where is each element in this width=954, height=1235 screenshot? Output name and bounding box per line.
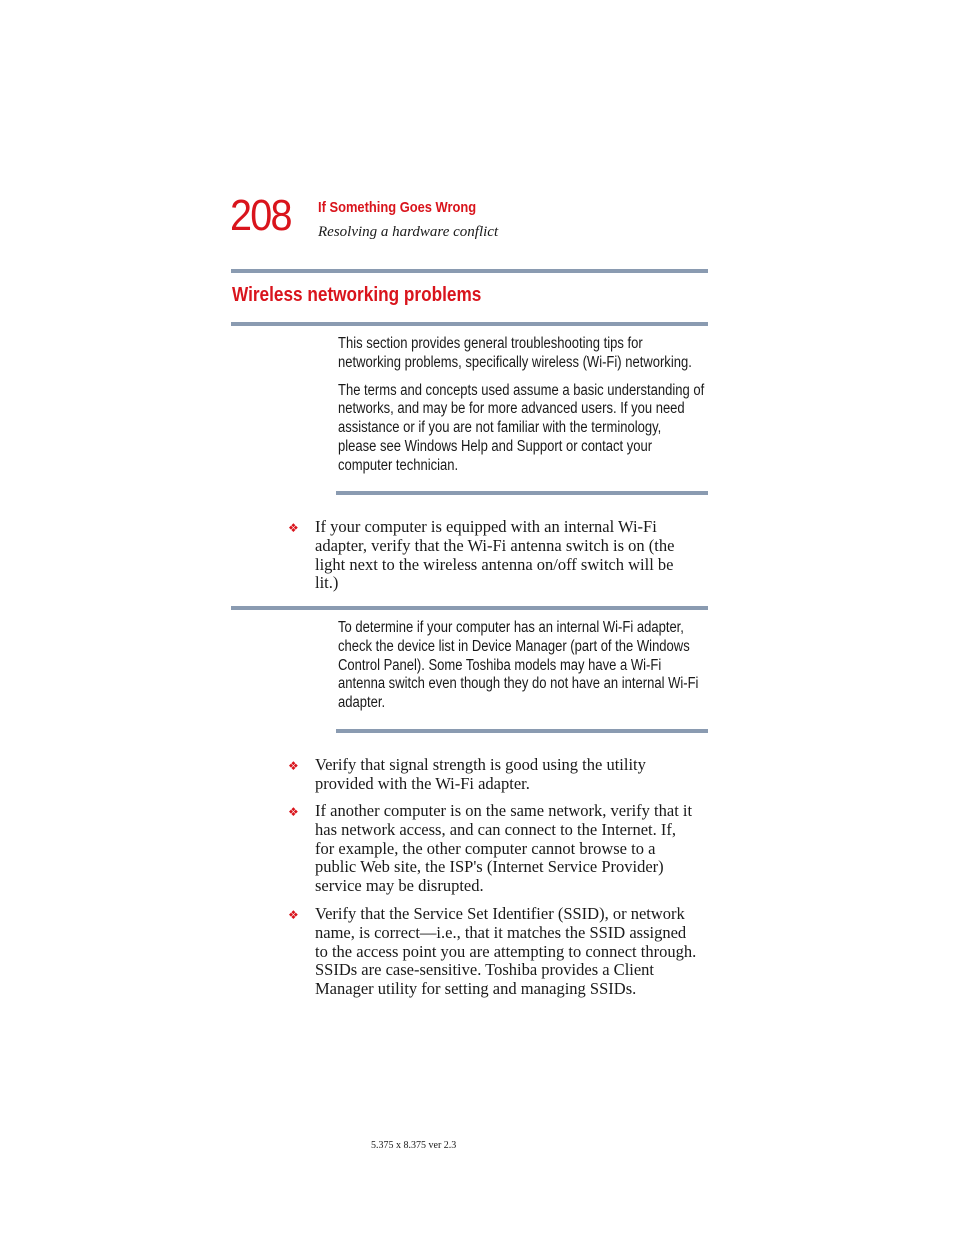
bullet-diamond-icon: ❖: [288, 759, 299, 773]
bullet-line: lit.): [315, 573, 339, 593]
page-number: 208: [230, 191, 291, 240]
intro-note: [338, 335, 705, 476]
note2-rule-top: [231, 606, 708, 610]
bullet-line: for example, the other computer cannot browse to a: [315, 838, 656, 858]
bullet-line: SSIDs are case-sensitive. Toshiba provides a Client: [315, 960, 655, 980]
bullet-diamond-icon: ❖: [288, 908, 299, 922]
bullet-line: If your computer is equipped with an internal Wi-Fi: [315, 517, 657, 536]
bullet-line: Verify that signal strength is good using the utility: [315, 755, 646, 774]
heading-rule-bottom: [231, 322, 708, 326]
note-line: This section provides general troubleshooting tips for: [338, 335, 643, 352]
bullet-line: to the access point you are attempting to connect through.: [315, 941, 697, 961]
bullet-line: has network access, and can connect to the Internet. If,: [315, 819, 677, 839]
note-line: networks, and may be for more advanced users. If you need: [338, 400, 685, 418]
section-title: Wireless networking problems: [232, 284, 482, 306]
bullet-line: public Web site, the ISP's (Internet Service Provider): [315, 857, 664, 877]
note-line: antenna switch even though they do not have an internal Wi-Fi: [338, 675, 699, 693]
note-line: adapter.: [338, 694, 386, 712]
page-footer: 5.375 x 8.375 ver 2.3: [371, 1140, 457, 1151]
note-line: networking problems, specifically wireless (Wi-Fi) networking.: [338, 353, 692, 371]
bullet-line: adapter, verify that the Wi-Fi antenna switch is on (the: [315, 535, 675, 555]
section-subtitle: Resolving a hardware conflict: [318, 224, 499, 240]
bullet-line: service may be disrupted.: [315, 876, 484, 896]
wifi-adapter-note: [338, 619, 699, 713]
bullet-line: Manager utility for setting and managing SSIDs.: [315, 979, 637, 999]
heading-rule-top: [231, 269, 708, 273]
note-line: Control Panel). Some Toshiba models may have a Wi-Fi: [338, 656, 662, 674]
note-rule-bottom: [336, 491, 708, 495]
note-line: computer technician.: [338, 456, 459, 474]
chapter-title: If Something Goes Wrong: [318, 199, 477, 216]
note-line: assistance or if you are not familiar with the terminology,: [338, 419, 662, 437]
bullet-line: Verify that the Service Set Identifier (SSID), or network: [315, 904, 685, 923]
bullet-line: light next to the wireless antenna on/off switch will be: [315, 554, 674, 574]
note-line: check the device list in Device Manager (part of the Windows: [338, 637, 690, 655]
bullet-line: If another computer is on the same network, verify that it: [315, 801, 693, 820]
note-line: please see Windows Help and Support or contact your: [338, 437, 653, 455]
bullet-line: name, is correct—i.e., that it matches the SSID assigned: [315, 922, 687, 942]
note-line: To determine if your computer has an internal Wi-Fi adapter,: [338, 619, 684, 636]
bullet-diamond-icon: ❖: [288, 521, 299, 535]
bullet-diamond-icon: ❖: [288, 805, 299, 819]
bullet-line: provided with the Wi-Fi adapter.: [315, 773, 530, 793]
note2-rule-bottom: [336, 729, 708, 733]
note-line: The terms and concepts used assume a basic understanding of: [338, 381, 705, 399]
